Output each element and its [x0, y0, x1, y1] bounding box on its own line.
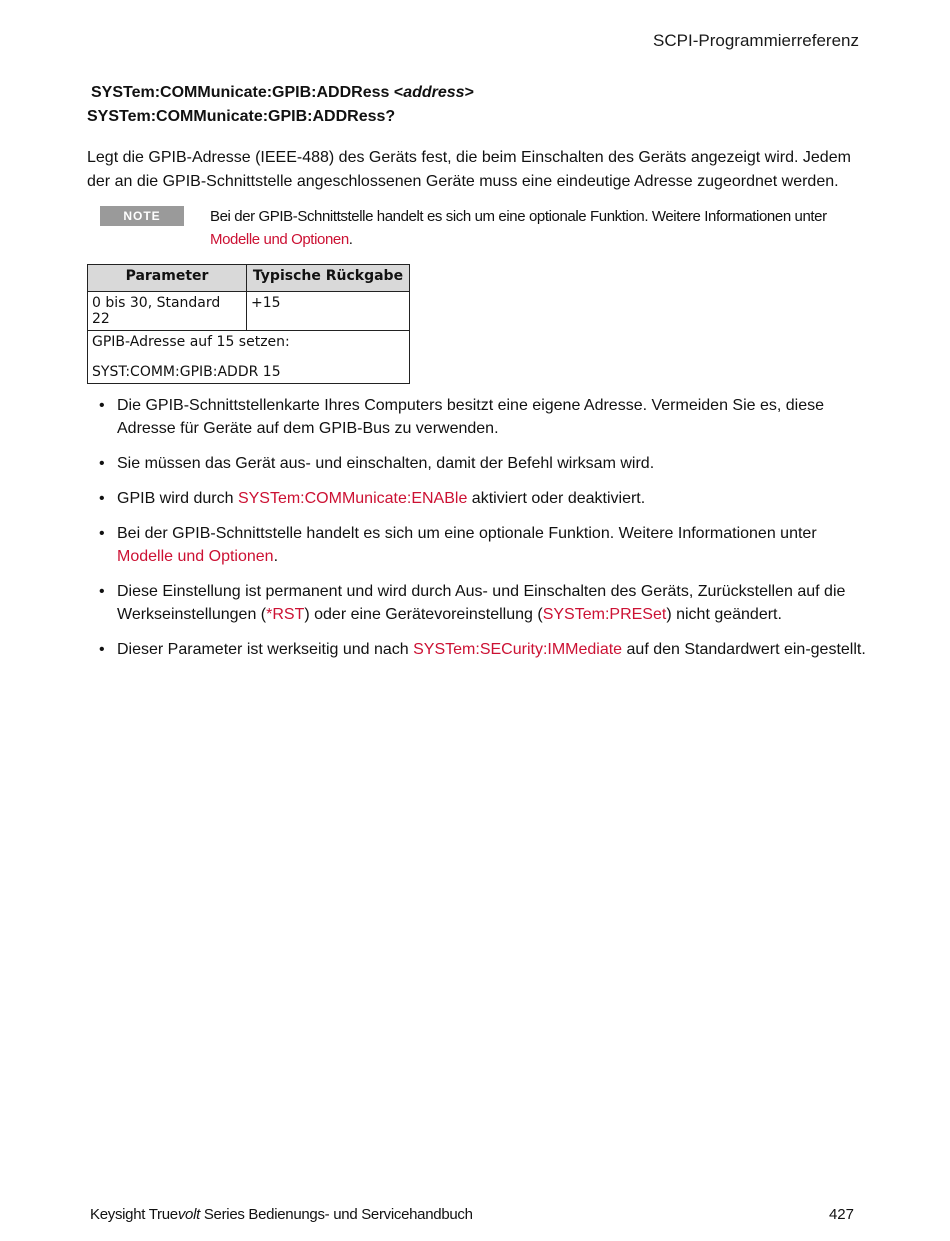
- table-example-row: [88, 331, 410, 384]
- footer-brand-rest: Series Bedienungs- und Servicehandbuch: [199, 1206, 473, 1223]
- bullet-text: aktiviert oder deaktiviert.: [467, 490, 646, 507]
- link-preset[interactable]: SYSTem:PRESet: [542, 606, 667, 623]
- bullet-text: GPIB wird durch: [117, 490, 238, 507]
- table-header-return: Typische Rückgabe: [247, 265, 410, 292]
- link-security-immediate[interactable]: SYSTem:SECurity:IMMediate: [413, 641, 623, 658]
- note-badge: NOTE: [100, 206, 184, 226]
- footer-brand-em: volt: [177, 1206, 200, 1223]
- example-spacer: [92, 350, 405, 364]
- bullet-text: ) oder eine Gerätevoreinstellung (: [304, 606, 543, 623]
- table-row: [88, 292, 410, 331]
- example-command: SYST:COMM:GPIB:ADDR 15: [92, 364, 281, 380]
- table-header-parameter: Parameter: [88, 265, 247, 292]
- note-link-models[interactable]: Modelle und Optionen: [210, 231, 349, 248]
- table-cell-return: +15: [247, 292, 410, 331]
- bullet-text: ) nicht geändert.: [666, 606, 782, 623]
- note-text: [210, 205, 860, 251]
- list-item: [117, 394, 877, 440]
- command-param: address: [403, 84, 465, 101]
- bullet-text: Die GPIB-Schnittstellenkarte Ihres Computers besitzt eine eigene Adresse. Vermeiden Sie es, diese Adresse für Geräte auf dem GPIB-Bus zu verwenden.: [117, 397, 825, 437]
- table-header-row: [88, 265, 410, 292]
- bullet-text: Bei der GPIB-Schnittstelle handelt es sich um eine optionale Funktion. Weitere Informationen unter: [117, 525, 817, 542]
- bullet-text: auf den Standardwert ein-gestellt.: [622, 641, 866, 658]
- command-set-prefix: SYSTem:COMMunicate:GPIB:ADDRess <: [91, 84, 404, 101]
- list-item: [117, 487, 877, 510]
- list-item: [117, 452, 877, 475]
- note-end: .: [348, 231, 353, 248]
- bullet-text: Dieser Parameter ist werkseitig und nach: [117, 641, 414, 658]
- list-item: [117, 522, 877, 568]
- command-query-title: SYSTem:COMMunicate:GPIB:ADDRess?: [87, 108, 396, 125]
- bullet-text: Diese Einstellung ist permanent und wird durch Aus- und Einschalten des Geräts, Zurückstellen auf die Werkseinstellungen (: [117, 583, 846, 623]
- command-set-title: [91, 84, 474, 102]
- command-set-suffix: >: [464, 84, 474, 101]
- footer-brand: Keysight True: [90, 1206, 178, 1223]
- bullet-text: .: [273, 548, 279, 565]
- table-cell-parameter: 0 bis 30, Standard 22: [88, 292, 247, 331]
- list-item: [117, 638, 877, 661]
- link-models[interactable]: Modelle und Optionen: [117, 548, 274, 565]
- remarks-list: [87, 394, 877, 673]
- list-item: [117, 580, 877, 626]
- page-number: 427: [828, 1206, 854, 1223]
- intro-paragraph: Legt die GPIB-Adresse (IEEE-488) des Geräts fest, die beim Einschalten des Geräts angezeigt wird. Jedem der an die GPIB-Schnittstelle angeschlossenen Geräte muss eine eindeutige Adresse zugeordnet werden.: [87, 149, 851, 190]
- running-header: SCPI-Programmierreferenz: [653, 31, 859, 50]
- footer-title: [90, 1206, 473, 1223]
- note-body: Bei der GPIB-Schnittstelle handelt es sich um eine optionale Funktion. Weitere Informationen unter: [210, 208, 827, 225]
- bullet-text: Sie müssen das Gerät aus- und einschalten, damit der Befehl wirksam wird.: [117, 455, 655, 472]
- link-rst[interactable]: *RST: [266, 606, 305, 623]
- link-enable[interactable]: SYSTem:COMMunicate:ENABle: [237, 490, 468, 507]
- table-example-cell: [88, 331, 410, 384]
- example-label: GPIB-Adresse auf 15 setzen:: [92, 334, 290, 350]
- parameter-table: [87, 264, 410, 384]
